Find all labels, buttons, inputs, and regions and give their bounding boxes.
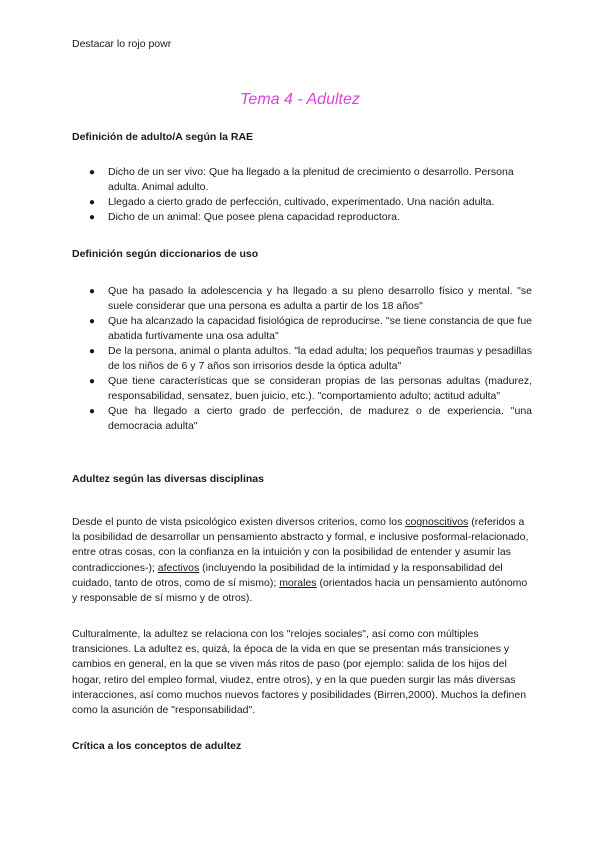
top-note: Destacar lo rojo powr xyxy=(72,38,172,50)
bullet-icon: ● xyxy=(89,406,96,417)
bullet-icon: ● xyxy=(89,316,96,327)
list-item: ● Dicho de un ser vivo: Que ha llegado a la plenitud de crecimiento o desarrollo. Persona adulta. Animal adulto. xyxy=(89,166,514,193)
heading-disciplines: Adultez según las diversas disciplinas xyxy=(72,473,264,485)
bullet-icon: ● xyxy=(89,167,96,178)
rae-definition-list xyxy=(72,165,532,225)
page-title: Tema 4 - Adultez xyxy=(240,91,360,108)
list-item: ● Llegado a cierto grado de perfección, cultivado, experimentado. Una nación adulta. xyxy=(89,196,495,208)
list-item: ● Que ha pasado la adolescencia y ha llegado a su pleno desarrollo físico y mental. "se suele considerar que una persona es adulta a partir de los 18 años" xyxy=(89,285,532,312)
bullet-icon: ● xyxy=(89,346,96,357)
heading-critique: Crítica a los conceptos de adultez xyxy=(72,740,242,752)
list-item: ● Que ha alcanzado la capacidad fisiológica de reproducirse. "se tiene constancia de que fue abatida furtivamente una osa adulta" xyxy=(89,315,533,342)
list-item: ● Que tiene características que se consideran propias de las personas adultas (madurez, responsabilidad, sensatez, buen juicio, etc.). "comportamiento adulto; actitud adulta" xyxy=(89,375,532,402)
cultural-paragraph: Culturalmente, la adultez se relaciona con los "relojes sociales", así como con múltiples transiciones. La adultez es, quizá, la época de la vida en que se presentan más transiciones y cambios en general, en la que se viven más ritos de paso (por ejemplo: salida de los hijos del hogar, retiro del empleo formal, viudez, entre otros), y en la que pueden surgir las más diversas interacciones, así como muchos nuevos factores y posibilidades (Birren,2000). Muchos la definen como la asunción de "responsabilidad". xyxy=(72,628,527,717)
psychology-paragraph: Desde el punto de vista psicológico existen diversos criterios, como los cognoscitivos (referidos a la posibilidad de desarrollar un pensamiento abstracto y formal, e inclusive posformal-relacionado, entre otras cosas, con la confianza en la intuición y con la posibilidad de entender y asumir las contradicciones-); afectivos (incluyendo la posibilidad de la intimidad y la responsabilidad del cuidado, tanto de otros, como de sí mismo); morales (orientados hacia un pensamiento autónomo y responsable de sí mismo y de otros). xyxy=(72,516,529,605)
bullet-icon: ● xyxy=(89,286,96,297)
term-cognoscitivos: cognoscitivos xyxy=(405,516,469,528)
list-item: ● De la persona, animal o planta adultos. "la edad adulta; los pequeños traumas y pesadillas de los niños de 6 y 7 años son irrisorios desde la óptica adulta" xyxy=(89,345,532,372)
bullet-icon: ● xyxy=(89,376,96,387)
term-morales: morales xyxy=(279,576,317,589)
list-item: ● Dicho de un animal: Que posee plena capacidad reproductora. xyxy=(89,211,400,223)
bullet-icon: ● xyxy=(89,212,96,223)
heading-rae: Definición de adulto/A según la RAE xyxy=(72,131,254,143)
list-item: ● Que ha llegado a cierto grado de perfección, de madurez o de experiencia. "una democracia adulta" xyxy=(89,405,532,432)
dictionary-definition-list xyxy=(72,284,532,434)
term-afectivos: afectivos xyxy=(157,561,200,574)
heading-dictionaries: Definición según diccionarios de uso xyxy=(72,248,259,260)
bullet-icon: ● xyxy=(89,197,96,208)
